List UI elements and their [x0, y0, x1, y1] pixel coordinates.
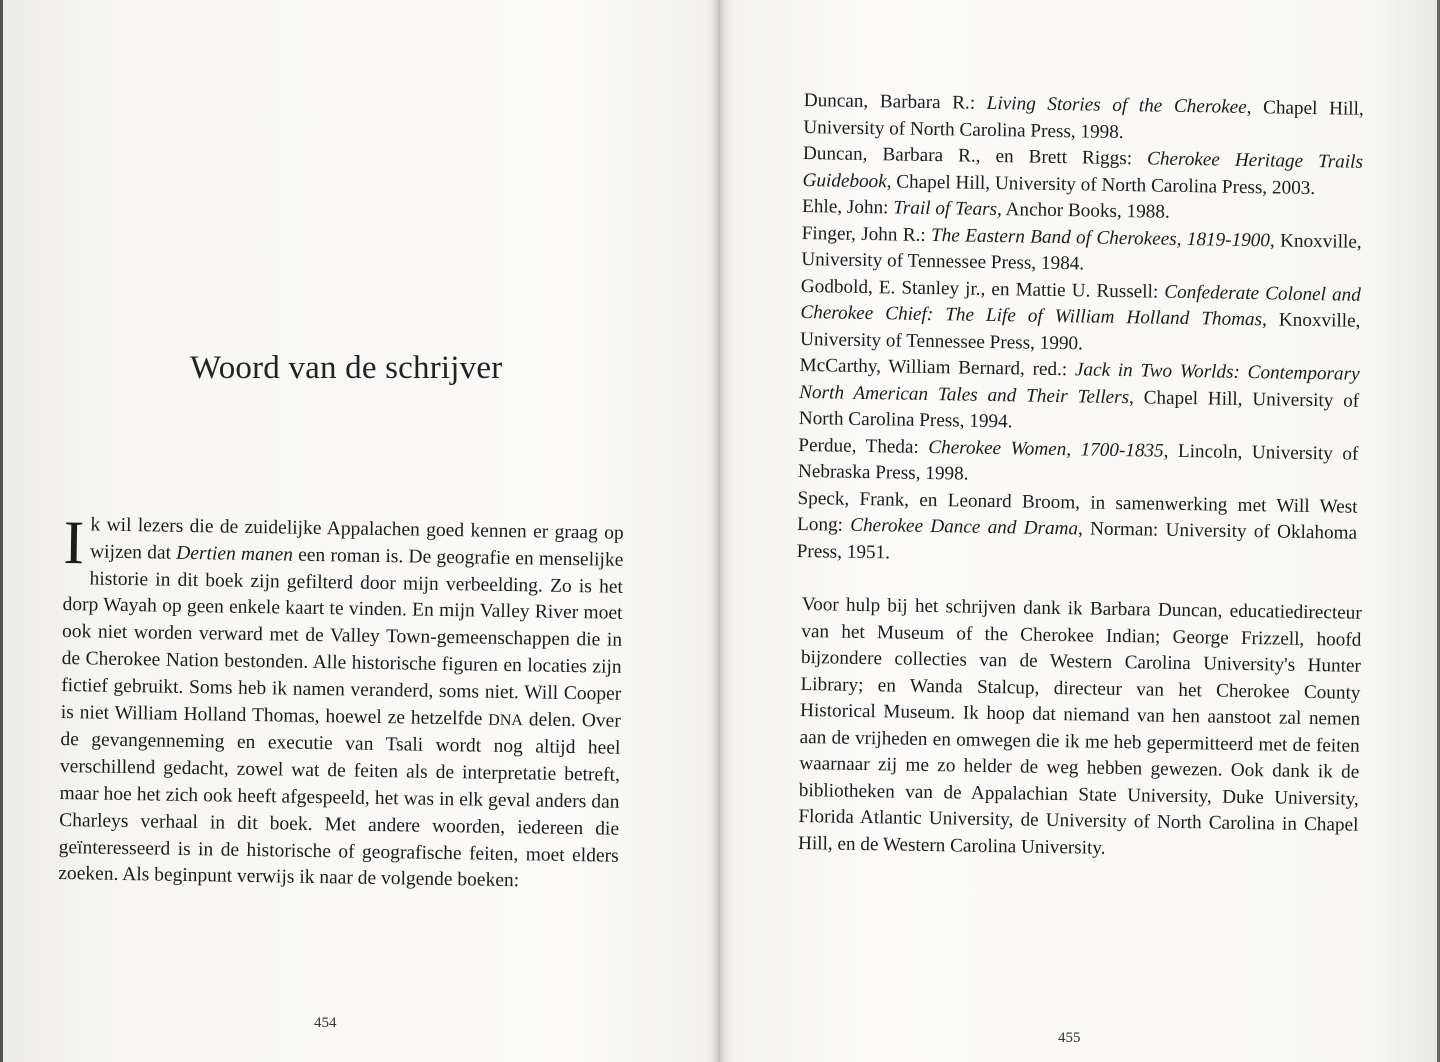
reference-item [798, 432, 1359, 494]
reference-item [800, 273, 1361, 361]
body-text-part: k wil lezers die de zuidelijke Appalachen goed kennen er graag op wijzen dat [89, 514, 624, 564]
reference-author: Duncan, Barbara R., en Brett Riggs: [802, 142, 1148, 170]
reference-item [803, 88, 1364, 150]
page-number-left: 454 [314, 1015, 337, 1031]
reference-author: Speck, Frank, en Leonard Broom, in samenwerking met Will West Long: [796, 487, 1358, 536]
reference-title: Jack in Two Worlds: Contemporary North American Tales and Their Tellers [799, 359, 1360, 408]
reference-title: Cherokee Women, 1700-1835 [928, 436, 1164, 462]
reference-publication: , Knoxville, University of Tennessee Press, 1990. [799, 309, 1361, 354]
reference-title: Confederate Colonel and Cherokee Chief: The Life of William Holland Thomas [800, 281, 1362, 331]
drop-cap: I [62, 509, 85, 578]
body-text-part: delen. Over de gevangenneming en executie van Tsali wordt nog altijd heel verschillend gedacht, zowel wat de feiten als de interpretatie betreft, maar hoe het zich ook heeft afgespeeld, het was in elk geval anders dan Charleys verhaal in dit boek. Met andere woorden, iedereen die geïnteresseerd is in de historische of geografische feiten, moet elders zoeken. Als beginpunt verwijs ik naar de volgende boeken: [58, 708, 621, 892]
reference-item [801, 220, 1362, 282]
reference-title: Cherokee Dance and Drama [850, 514, 1079, 540]
reference-publication: , Chapel Hill, University of North Carolina Press, 1994. [798, 386, 1360, 433]
reference-publication: , Anchor Books, 1988. [996, 199, 1170, 223]
reference-title: Living Stories of the Cherokee [986, 92, 1247, 118]
acknowledgement-paragraph: Voor hulp bij het schrijven dank ik Barbara Duncan, educatiedirecteur van het Museum of the Cherokee Indian; George Frizzell, hoofd bijzondere collecties van de Western Carolina University's Hunter Library; en Wanda Stalcup, directeur van het Cherokee County Historical Museum. Ik hoop dat niemand van hen aanstoot zal nemen aan de vrijheden en omwegen die ik me heb gepermitteerd met de feiten waarnaar zij me zo helder de weg hebben gewezen. Ook dank ik de bibliotheken van de Appalachian State University, Duke University, Florida Atlantic University, de University of North Carolina in Chapel Hill, en de Western Carolina University. [797, 593, 1362, 859]
reference-author: McCarthy, William Bernard, red.: [799, 354, 1076, 381]
reference-publication: , Chapel Hill, University of North Carolina Press, 2003. [886, 170, 1316, 199]
reference-publication: , Knoxville, University of Tennessee Press, 1984. [801, 229, 1362, 275]
reference-publication: , Norman: University of Oklahoma Press, 1951. [796, 518, 1358, 563]
reference-title: Cherokee Heritage Trails Guidebook [802, 148, 1364, 192]
reference-item [799, 353, 1360, 441]
reference-author: Duncan, Barbara R.: [803, 89, 987, 114]
reference-title: Trail of Tears [893, 197, 998, 221]
reference-author: Perdue, Theda: [798, 434, 929, 458]
book-title-italic: Dertien manen [176, 542, 294, 566]
reference-publication: , Chapel Hill, University of North Carolina Press, 1998. [803, 96, 1364, 143]
reference-title: The Eastern Band of Cherokees, 1819-1900 [930, 224, 1271, 251]
reference-publication: , Lincoln, University of Nebraska Press, 1998. [797, 440, 1359, 485]
reference-author: Ehle, John: [801, 195, 894, 219]
right-page [722, 0, 1440, 1062]
page-number-right: 455 [1058, 1030, 1081, 1046]
chapter-title: Woord van de schrijver [190, 350, 503, 386]
reference-author: Finger, John R.: [801, 222, 932, 246]
reference-item [802, 141, 1363, 203]
body-text-part: een roman is. De geografie en menselijke historie in dit boek zijn gefilterd door mijn verbeelding. Zo is het dorp Wayah op geen enkele kaart te vinden. En mijn Valley River moet ook niet worden verward met de Valley Town-gemeenschappen die in de Cherokee Nation bestonden. Alle historische figuren en locaties zijn fictief gebruikt. Soms heb ik namen veranderd, soms niet. Will Cooper is niet William Holland Thomas, hoewel ze hetzelfde [60, 544, 624, 730]
reference-list [797, 88, 1364, 574]
reference-item [797, 485, 1358, 573]
dna-smallcaps: DNA [488, 711, 524, 729]
reference-author: Godbold, E. Stanley jr., en Mattie U. Russell: [800, 275, 1165, 303]
left-page [0, 0, 718, 1062]
author-note-paragraph [58, 509, 624, 897]
